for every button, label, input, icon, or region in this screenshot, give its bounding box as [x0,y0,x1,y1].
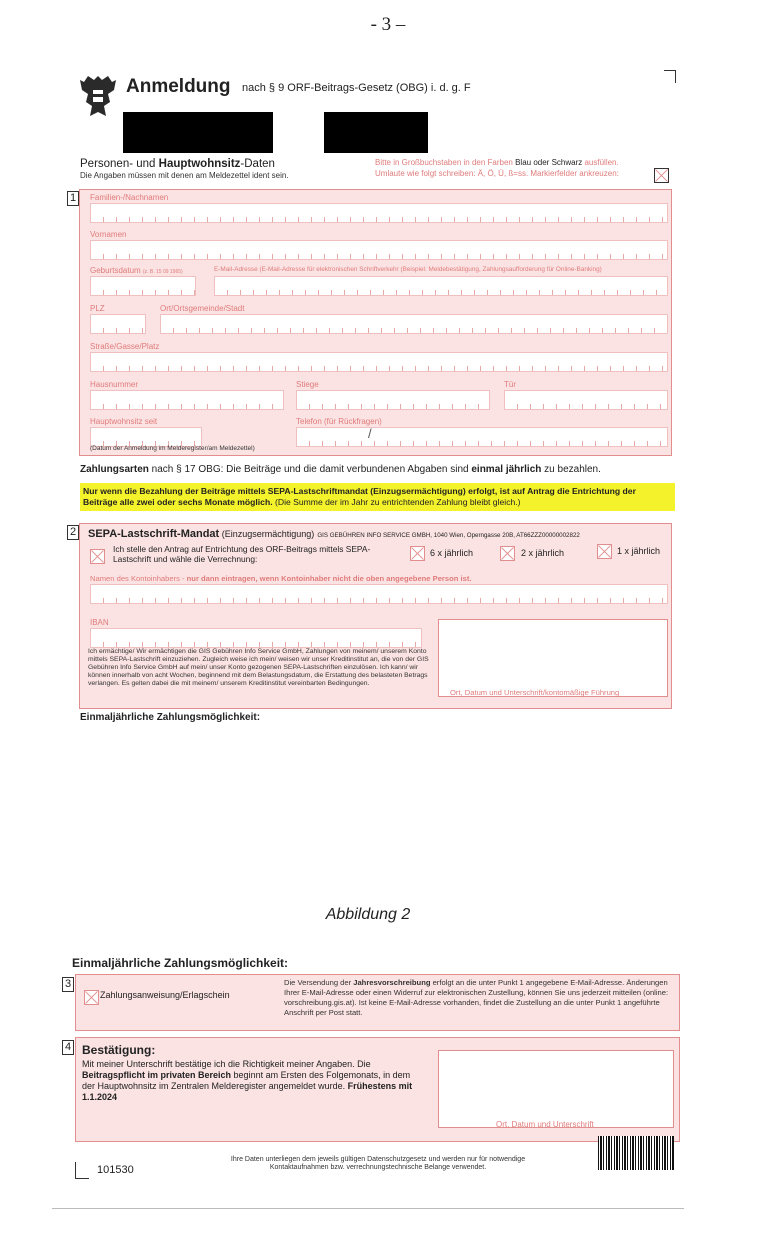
sepa-title: SEPA-Lastschrift-Mandat (Einzugsermächtigung) GIS GEBÜHREN INFO SERVICE GMBH, 1040 Wien, Operngasse 20B, AT66ZZZ00000002822 [88,528,580,540]
iban-field[interactable] [90,628,422,648]
city-label: Ort/Ortsgemeinde/Stadt [160,304,245,313]
example-checkbox-icon [654,168,669,183]
corner-mark [75,1162,89,1179]
door-field[interactable] [504,390,668,410]
plz-field[interactable] [90,314,146,334]
option-1x-checkbox[interactable] [597,544,612,559]
date-note: (Datum der Anmeldung im Melderegister/am Meldezettel) [90,445,255,452]
form-scan-1 [60,62,685,730]
section-4-number: 4 [62,1040,74,1055]
street-label: Straße/Gasse/Platz [90,342,160,351]
first-name-label: Vornamen [90,230,127,239]
barcode-icon [598,1136,674,1170]
signature-box[interactable] [438,619,668,697]
redaction-block [123,112,273,153]
section-3-number: 3 [62,977,74,992]
payment-types-line: Zahlungsarten nach § 17 OBG: Die Beiträge und die damit verbundenen Abgaben sind einmal jährlich zu bezahlen. [80,464,601,475]
family-name-label: Familien-/Nachnamen [90,193,169,202]
payment-slip-checkbox[interactable] [84,990,99,1005]
phone-label: Telefon (für Rückfragen) [296,417,382,426]
stairs-label: Stiege [296,380,319,389]
sepa-request-text: Ich stelle den Antrag auf Entrichtung des ORF-Beitrags mittels SEPA-Lastschrift und wähle die Verrechnung: [113,544,371,564]
section-1-number: 1 [67,191,79,206]
residence-since-label: Hauptwohnsitz seit [90,417,158,426]
form-number: 101530 [97,1164,134,1176]
family-name-field[interactable] [90,203,668,223]
phone-separator: / [368,426,372,441]
birth-date-field[interactable] [90,276,196,296]
section-2-number: 2 [67,525,79,540]
one-time-payment-title: Einmaljährliche Zahlungsmöglichkeit: [72,956,289,970]
confirmation-signature-label: Ort, Datum und Unterschrift [496,1120,594,1129]
divider [52,1208,684,1209]
section-title: Personen- und Hauptwohnsitz-Daten [80,158,275,170]
iban-label: IBAN [90,618,109,627]
confirmation-title: Bestätigung: [82,1043,156,1057]
form-title: Anmeldung [126,76,231,97]
signature-label: Ort, Datum und Unterschrift/kontomäßige Führung [450,688,620,697]
plz-label: PLZ [90,304,105,313]
sepa-highlight: Nur wenn die Bezahlung der Beiträge mittels SEPA-Lastschriftmandat (Einzugsermächtigung) erfolgt, ist auf Antrag die Entrichtung der Beiträge alle zwei oder sechs Monate möglich. (Die Summe der im Jahr zu entrichtenden Zahlung bleibt gleich.) [80,483,675,511]
option-1x-label: 1 x jährlich [617,546,661,556]
redaction-block [324,112,428,153]
residence-since-field[interactable] [90,427,202,447]
cut-off-heading: Einmaljährliche Zahlungsmöglichkeit: [80,712,261,723]
section-2-box [79,523,672,709]
stairs-field[interactable] [296,390,490,410]
city-field[interactable] [160,314,668,334]
account-holder-field[interactable] [90,584,668,604]
mandate-text: Ich ermächtige/ Wir ermächtigen die GIS Gebühren Info Service GmbH, Zahlungen von meinem/ unserem Konto mittels SEPA-Lastschrift einzuziehen. Zugleich weise ich mein/ weisen wir unser Kreditinstitut an, die von der GIS Gebühren Info Service GmbH auf mein/ unser Konto gezogenen SEPA-Lastschriften einzulösen. Ich kann/ wir können innerhalb von acht Wochen, beginnend mit dem Belastungsdatum, die Erstattung des belasteten Betrags verlangen. Es gelten dabei die mit meinem/ unserem Kreditinstitut vereinbarten Bedingungen. [88,648,429,688]
section-3-box [75,974,680,1031]
section-subtitle: Die Angaben müssen mit denen am Meldezettel ident sein. [80,171,289,180]
privacy-note: Ihre Daten unterliegen dem jeweils gültigen Datenschutzgesetz und werden nur für notwendige Kontaktaufnahmen bzw. verrechnungstechnische Belange verwendet. [230,1156,526,1172]
section-1-box [79,189,672,456]
eagle-logo [78,72,118,120]
house-number-field[interactable] [90,390,284,410]
email-field[interactable] [214,276,668,296]
first-name-field[interactable] [90,240,668,260]
corner-mark [664,70,676,83]
section-4-box [75,1037,680,1142]
form-title-suffix: nach § 9 ORF-Beitrags-Gesetz (OBG) i. d. g. F [242,82,471,94]
option-6x-checkbox[interactable] [410,546,425,561]
payment-slip-label: Zahlungsanweisung/Erlagschein [100,990,230,1000]
instructions-line-1: Bitte in Großbuchstaben in den Farben Blau oder Schwarz ausfüllen. [375,158,619,167]
sepa-request-checkbox[interactable] [90,549,105,564]
option-2x-checkbox[interactable] [500,546,515,561]
instructions-line-2: Umlaute wie folgt schreiben: Ä, Ö, Ü, ß=ss. Markierfelder ankreuzen: [375,169,619,178]
door-label: Tür [504,380,516,389]
form-scan-2 [52,950,687,1212]
birth-date-label: Geburtsdatum (z. B. 15 09 1965) [90,266,183,275]
annual-statement-text: Die Versendung der Jahresvorschreibung erfolgt an die unter Punkt 1 angegebene E-Mail-Adresse. Änderungen Ihrer E-Mail-Adresse oder einen Widerruf zur elektronischen Zustellung, können Sie uns jederzeit mitteilen (online: vorschreibung.gis.at). Ist keine E-Mail-Adresse vorhanden, findet die Zustellung an die unter Punkt 1 angeführte Anschrift per Post statt. [284,978,669,1017]
street-field[interactable] [90,352,668,372]
phone-field[interactable] [296,427,668,447]
confirmation-signature-box[interactable] [438,1050,674,1128]
figure-caption: Abbildung 2 [325,906,411,923]
confirmation-text: Mit meiner Unterschrift bestätige ich die Richtigkeit meiner Angaben. Die Beitragspflicht im privaten Bereich beginnt am Ersten des Folgemonats, in dem der Hauptwohnsitz im Zentralen Melderegister angemeldet wurde. Frühestens mit 1.1.2024 [82,1059,413,1102]
option-6x-label: 6 x jährlich [430,548,474,558]
email-label: E-Mail-Adresse (E-Mail-Adresse für elektronischen Schriftverkehr (Beispiel: Meldebestätigung, Zahlungsaufforderung für Online-Banking) [214,266,602,273]
page-number: - 3 – [370,14,406,35]
house-number-label: Hausnummer [90,380,139,389]
option-2x-label: 2 x jährlich [521,548,565,558]
account-holder-label: Namen des Kontoinhabers - nur dann eintragen, wenn Kontoinhaber nicht die oben angegebene Person ist. [90,574,472,583]
